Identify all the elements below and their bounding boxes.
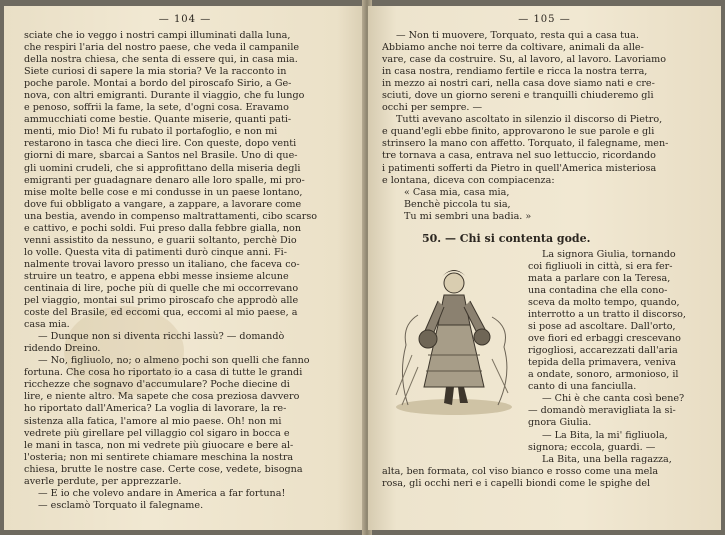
text-line: sciuti, dove un giorno sereni e tranquilli chiuderemo gli — [382, 90, 654, 102]
text-line: strinsero la mano con affetto. Torquato, il falegname, men- — [382, 138, 669, 150]
text-line: e lontana, diceva con compiacenza: — [382, 174, 555, 186]
text-line: della nostra chiesa, che senta di essere qui, in casa mia. — [24, 54, 298, 66]
text-line: chiesa, brutte le nostre case. Certe cose, vedete, bisogna — [24, 463, 303, 475]
text-line: rosa, gli occhi neri e i capelli biondi come le spighe del — [382, 477, 651, 489]
text-line: una bestia, avendo in compenso maltrattamenti, cibo scarso — [24, 210, 318, 222]
text-line: — domandò meravigliata la si- — [528, 405, 676, 417]
text-line: mise molte belle cose e mi condusse in un paese lontano, — [24, 186, 303, 198]
text-line: canto di una fanciulla. — [528, 381, 637, 393]
left-page-text — [24, 30, 358, 512]
text-line: ammucchiati come bestie. Quante miserie, quanti pati- — [24, 114, 292, 126]
text-line: l'osteria; non mi sentirete chiamare meschina la nostra — [24, 451, 294, 463]
text-line: ove fiori ed erbaggi crescevano — [528, 333, 681, 345]
text-line: dove fui obbligato a vangare, a zappare, a lavorare come — [24, 198, 302, 210]
text-line: mata a parlare con la Teresa, — [528, 272, 671, 284]
right-top-paragraphs — [382, 30, 712, 187]
left-page-number: — 104 — — [158, 14, 212, 25]
text-line: lo volle. Questa vita di patimenti durò cinque anni. Fi- — [24, 246, 287, 258]
text-line: in casa nostra, rendiamo fertile e ricca la nostra terra, — [382, 66, 648, 78]
illustrated-paragraph — [382, 249, 712, 490]
text-line: gli uomini crudeli, che si approfittano della miseria degli — [24, 162, 301, 174]
text-line: fortuna. Che cosa ho riportato io a casa di tutte le grandi — [24, 367, 303, 379]
text-line: nova, con altri emigranti. Durante il viaggio, che fu lungo — [24, 90, 305, 102]
text-line: interrotto a un tratto il discorso, — [528, 309, 686, 321]
text-line: La signora Giulia, tornando — [542, 248, 676, 260]
text-line: nalmente trovai lavoro presso un italiano, che faceva co- — [24, 258, 300, 270]
text-line: vedrete più girellare pel villaggio col sigaro in bocca e — [24, 427, 290, 439]
text-line: ridendo Dreino. — [24, 343, 101, 355]
text-line: e cattivo, e pochi soldi. Fui preso dalla febbre gialla, non — [24, 222, 302, 234]
text-line: sceva da molto tempo, quando, — [528, 296, 680, 308]
text-line: — esclamò Torquato il falegname. — [38, 499, 204, 511]
text-line: tre tornava a casa, entrava nel suo lettuccio, ricordando — [382, 150, 656, 162]
text-line: e penoso, soffrii la fame, la sete, d'ogni cosa. Eravamo — [24, 102, 289, 114]
text-line: in mezzo ai nostri cari, nella casa dove siamo nati e cre- — [382, 78, 655, 90]
poem-verse — [382, 187, 712, 223]
right-page-text — [382, 30, 712, 490]
text-line: sistenza alla fatica, l'amore al mio paese. Oh! non mi — [24, 415, 282, 427]
text-line: — No, figliuolo, no; o almeno pochi son quelli che fanno — [38, 355, 310, 367]
text-line: e quand'egli ebbe finito, approvarono le sue parole e gli — [382, 126, 655, 138]
text-line: ricchezze che sognavo d'accumulare? Poche diecine di — [24, 379, 290, 391]
text-line: i patimenti sofferti da Pietro in quell'America misteriosa — [382, 162, 657, 174]
text-line: le mani in tasca, non mi vedrete più giuocare e bere al- — [24, 439, 294, 451]
left-page — [4, 6, 366, 530]
text-line: Benchè piccola tu sia, — [404, 198, 511, 210]
text-line: emigranti per guadagnare denaro alle loro spalle, mi pro- — [24, 174, 305, 186]
text-line: centinaia di lire, poche più di quelle che mi occorrevano — [24, 282, 299, 294]
text-line: poche parole. Montai a bordo del piroscafo Sirio, a Ge- — [24, 78, 292, 90]
text-line: occhi per sempre. — — [382, 102, 483, 114]
text-line: lire, e niente altro. Ma sapete che cosa preziosa davvero — [24, 391, 300, 403]
section-heading: 50. — Chi si contenta gode. — [422, 231, 591, 245]
text-line: Abbiamo anche noi terre da coltivare, animali da alle- — [382, 42, 644, 54]
text-line: Tutti avevano ascoltato in silenzio il discorso di Pietro, — [396, 114, 663, 126]
text-line: alta, ben formata, col viso bianco e rosso come una mela — [382, 465, 659, 477]
text-line: Tu mi sembri una badia. » — [404, 210, 532, 222]
text-line: casa mia. — [24, 319, 70, 331]
text-line: coste del Brasile, ed eccomi qua, eccomi al mio paese, a — [24, 307, 298, 319]
right-page — [368, 6, 721, 530]
text-line: — Chi è che canta così bene? — [542, 393, 685, 405]
text-line: giorni di mare, sbarcai a Santos nel Brasile. Uno di que- — [24, 150, 298, 162]
right-page-number: — 105 — — [518, 14, 571, 25]
text-line: vare, case da costruire. Su, al lavoro, al lavoro. Lavoriamo — [382, 54, 667, 66]
text-line: Siete curiosi di sapere la mia storia? Ve la racconto in — [24, 66, 287, 78]
text-line: restarono in tasca che dieci lire. Con queste, dopo venti — [24, 138, 297, 150]
text-line: una contadina che ella cono- — [528, 284, 668, 296]
text-line: coi figliuoli in città, si era fer- — [528, 260, 673, 272]
text-line: sciate che io veggo i nostri campi illuminati dalla luna, — [24, 30, 291, 41]
text-line: « Casa mia, casa mia, — [404, 186, 510, 198]
text-line: — Non ti muovere, Torquato, resta qui a casa tua. — [396, 30, 639, 41]
text-line: venni assistito da nessuno, e guarii soltanto, perchè Dio — [24, 234, 297, 246]
text-line: — Dunque non si diventa ricchi lassù? — domandò — [38, 331, 285, 343]
text-line: La Bita, una bella ragazza, — [542, 453, 672, 465]
text-line: gnora Giulia. — [528, 417, 592, 429]
text-line: averle perdute, per apprezzarle. — [24, 475, 182, 487]
text-line: si pose ad ascoltare. Dall'orto, — [528, 321, 676, 333]
text-line: — E io che volevo andare in America a far fortuna! — [38, 487, 286, 499]
text-line: struire un teatro, e appena ebbi messe insieme alcune — [24, 270, 289, 282]
text-line: che respiri l'aria del nostro paese, che veda il campanile — [24, 42, 300, 54]
girl-illustration — [388, 255, 520, 419]
text-line: a ondate, sonoro, armonioso, il — [528, 369, 679, 381]
text-line: — La Bita, la mi' figliuola, — [542, 429, 668, 441]
text-line: menti, mio Dio! Mi fu rubato il portafoglio, e non mi — [24, 126, 278, 138]
text-line: tepida della primavera, veniva — [528, 357, 676, 369]
text-line: pel viaggio, montai sul primo piroscafo che approdò alle — [24, 295, 299, 307]
text-line: signora; eccola, guardi. — — [528, 441, 656, 453]
text-line: ho riportato dall'America? La voglia di lavorare, la re- — [24, 403, 287, 415]
text-line: rigogliosi, accarezzati dall'aria — [528, 345, 678, 357]
